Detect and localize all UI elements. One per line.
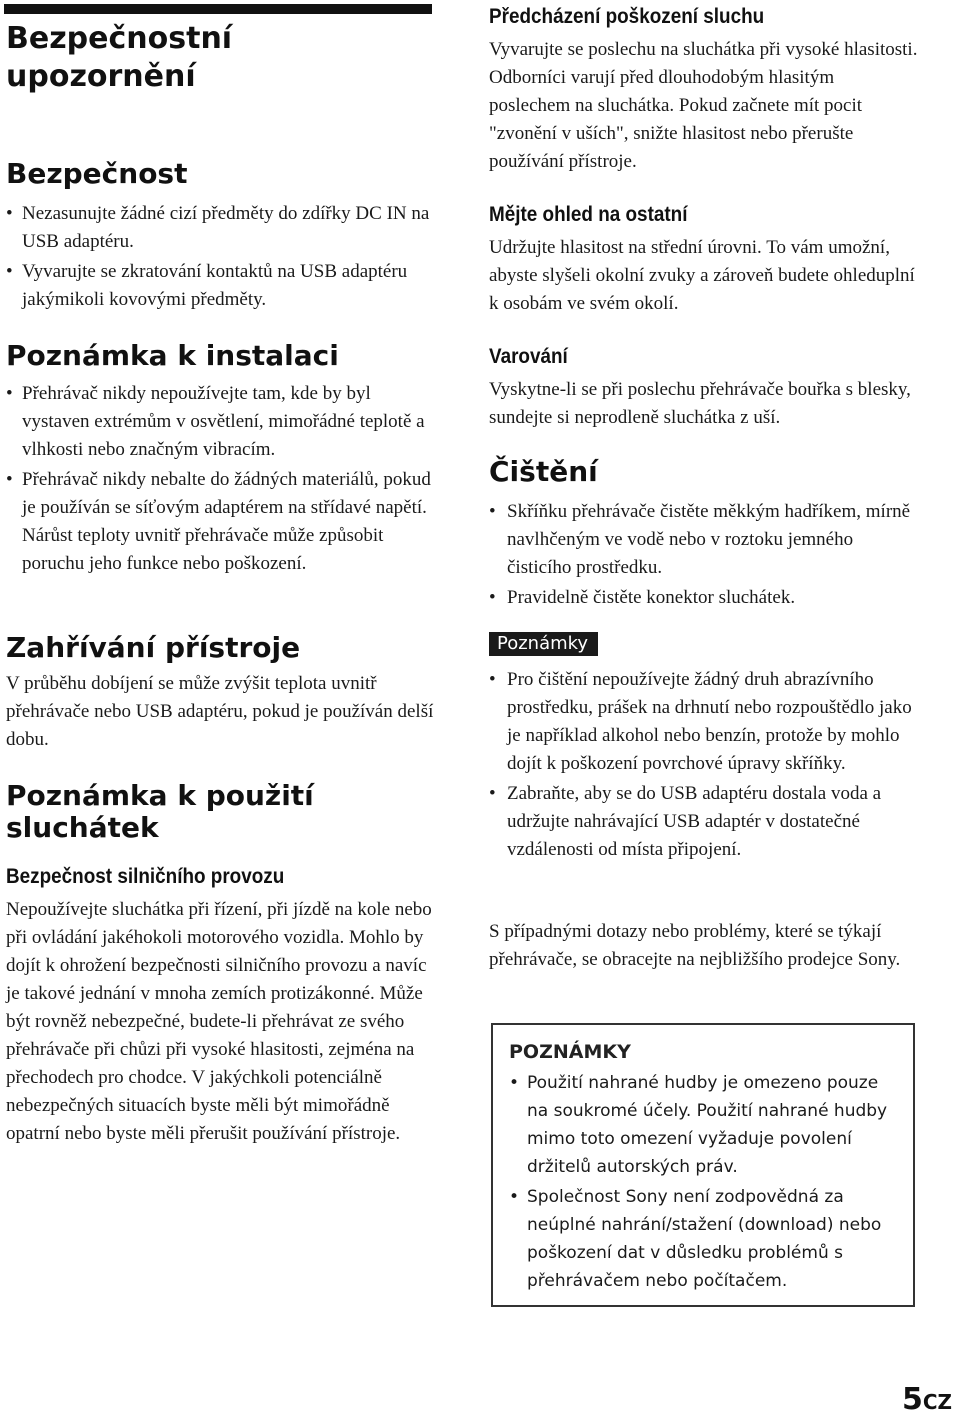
list-item: • Společnost Sony není zodpovědná za neúplné nahrání/stažení (download) nebo poškození dat v důsledku problémů s přehrávačem nebo počítačem. [509, 1183, 897, 1295]
notes-box [491, 1023, 915, 1307]
notes-box-list [509, 1069, 897, 1295]
list-item: • Přehrávač nikdy nebalte do žádných materiálů, pokud je používán se síťovým adaptérem na střídavé napětí. Nárůst teploty uvnitř přehrávače může způsobit poruchu jeho funkce nebo poškození. [6, 466, 434, 578]
others-heading: Mějte ohled na ostatní [489, 203, 688, 226]
section-install [6, 340, 434, 578]
heating-heading: Zahřívání přístroje [6, 631, 301, 664]
safety-list [6, 200, 434, 314]
page-number: 5CZ [901, 1382, 952, 1417]
contact-text: S případnými dotazy nebo problémy, které se týkají přehrávače, se obracejte na nejbližšího prodejce Sony. [489, 921, 901, 970]
section-cleaning [489, 456, 919, 612]
section-hearing [489, 4, 919, 176]
list-item: • Skříňku přehrávače čistěte měkkým hadříkem, mírně navlhčeným ve vodě nebo v roztoku jemného čisticího prostředku. [489, 498, 919, 582]
warning-text: Vyskytne-li se při poslechu přehrávače bouřka s blesky, sundejte si neprodleně sluchátka z uší. [489, 379, 911, 428]
cleaning-heading: Čištění [489, 455, 598, 488]
notes-list [489, 666, 919, 864]
cleaning-list [489, 498, 919, 612]
list-item: • Použití nahrané hudby je omezeno pouze na soukromé účely. Použití nahrané hudby mimo toto omezení vyžaduje povolení držitelů autorských práv. [509, 1069, 897, 1181]
list-item: • Zabraňte, aby se do USB adaptéru dostala voda a udržujte nahrávající USB adaptér v dostatečné vzdálenosti od místa připojení. [489, 780, 919, 864]
section-warning [489, 344, 919, 432]
warning-heading: Varování [489, 345, 568, 368]
others-text: Udržujte hlasitost na střední úrovni. To vám umožní, abyste slyšeli okolní zvuky a zároveň budete ohleduplní k osobám ve svém okolí. [489, 237, 915, 314]
heating-text: V průběhu dobíjení se může zvýšit teplota uvnitř přehrávače nebo USB adaptéru, pokud je používán delší dobu. [6, 673, 434, 750]
install-heading: Poznámka k instalaci [6, 339, 339, 372]
notes-box-title: POZNÁMKY [509, 1041, 631, 1063]
top-rule [4, 4, 432, 14]
list-item: • Pro čištění nepoužívejte žádný druh abrazívního prostředku, prášek na drhnutí nebo rozpouštědlo jako je například alkohol nebo benzín, protože by mohlo dojít k poškození povrchové úpravy skříňky. [489, 666, 919, 778]
section-headphones: Poznámka k použití sluchátek Bezpečnost silničního provozu Nepoužívejte sluchátka při řízení, při jízdě na kole nebo při ovládání jakéhokoli motorového vozidla. Mohlo by dojít k ohrožení bezpečnosti silničního provozu a navíc je takové jednání v mnoha zemích protizákonné. Může být rovněž nebezpečné, budete-li přehrávat ze svého přehrávače při chůzi při vysoké hlasitosti, zejména na přechodech pro chodce. V jakýchkoli potenciálně nebezpečných situacích byste měli být mimořádně opatrní nebo byste měli přerušit používání přístroje. [6, 780, 434, 1148]
install-list [6, 380, 434, 578]
safety-heading: Bezpečnost [6, 157, 188, 190]
section-heating [6, 632, 434, 754]
list-item: • Vyvarujte se zkratování kontaktů na USB adaptéru jakýmikoli kovovými předměty. [6, 258, 434, 314]
hearing-text: Vyvarujte se poslechu na sluchátka při vysoké hlasitosti. Odborníci varují před dlouhodobým hlasitým poslechem na sluchátka. Pokud začnete mít pocit "zvonění v uších", snižte hlasitost nebo přerušte používání přístroje. [489, 39, 918, 172]
list-item: • Pravidelně čistěte konektor sluchátek. [489, 584, 919, 612]
road-heading: Bezpečnost silničního provozu [6, 865, 285, 888]
notes-tag: Poznámky [489, 632, 598, 656]
section-notes [489, 632, 919, 864]
section-others [489, 202, 919, 318]
page-title: Bezpečnostní upozornění [6, 21, 233, 94]
section-safety [6, 158, 434, 314]
hearing-heading: Předcházení poškození sluchu [489, 5, 765, 28]
section-contact [489, 918, 919, 974]
road-text: Nepoužívejte sluchátka při řízení, při jízdě na kole nebo při ovládání jakéhokoli motorového vozidla. Mohlo by dojít k ohrožení bezpečnosti silničního provozu a navíc je takové jednání v mnoha zemích protizákonné. Může být rovněž nebezpečné, budete-li přehrávat ze svého přehrávače při chůzi při vysoké hlasitosti, zejména na přechodech pro chodce. V jakýchkoli potenciálně nebezpečných situacích byste měli být mimořádně opatrní nebo byste měli přerušit používání přístroje. [6, 899, 432, 1144]
list-item: • Přehrávač nikdy nepoužívejte tam, kde by byl vystaven extrémům v osvětlení, mimořádné teplotě a vlhkosti nebo značným vibracím. [6, 380, 434, 464]
list-item: • Nezasunujte žádné cizí předměty do zdířky DC IN na USB adaptéru. [6, 200, 434, 256]
